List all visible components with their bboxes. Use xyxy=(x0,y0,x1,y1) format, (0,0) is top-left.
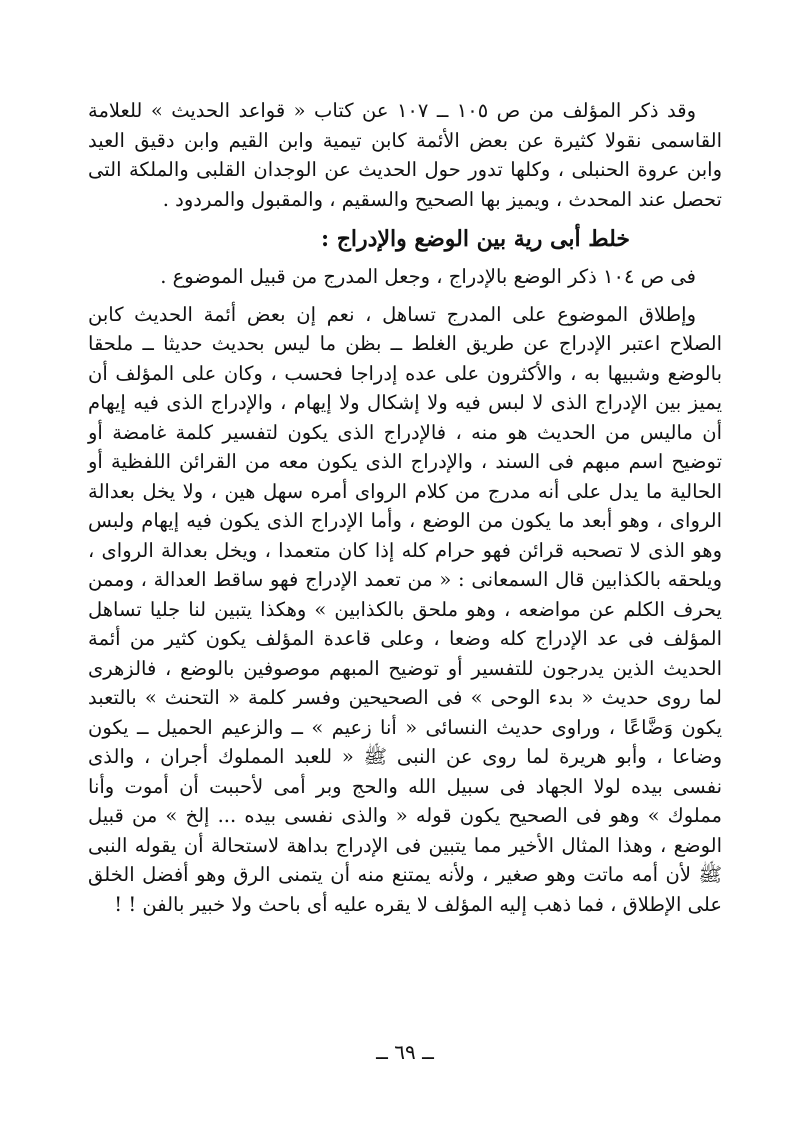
intro-paragraph: وقد ذكر المؤلف من ص ١٠٥ ــ ١٠٧ عن كتاب « قواعد الحديث » للعلامة القاسمى نقولا كثيرة عن بعض الأئمة كابن تيمية وابن القيم وابن دقيق العيد وابن عروة الحنبلى ، وكلها تدور حول الحديث عن الوجدان القلبى والملكة التى تحصل عند المحدث ، ويميز بها الصحيح والسقيم ، والمقبول والمردود . xyxy=(88,99,722,211)
page-number: ــ ٦٩ ــ xyxy=(376,1040,434,1064)
section-heading: خلط أبى رية بين الوضع والإدراج : xyxy=(320,226,630,252)
paragraph-gap xyxy=(88,292,722,300)
summary-paragraph: فى ص ١٠٤ ذكر الوضع بالإدراج ، وجعل المدرج من قبيل الموضوع . xyxy=(160,265,696,288)
body-paragraph: وإطلاق الموضوع على المدرج تساهل ، نعم إن بعض أئمة الحديث كابن الصلاح اعتبر الإدراج عن طريق الغلط ــ بظن ما ليس بحديث حديثا ــ ملحقا بالوضع وشبيها به ، والأكثرون على عده إدراجا فحسب ، وكان على المؤلف أن يميز بين الإدراج الذى لا لبس فيه ولا إشكال ولا إيهام ، والإدراج الذى فيه إيهام أن ماليس من الحديث هو منه ، فالإدراج الذى يكون لتفسير كلمة غامضة أو توضيح اسم مبهم فى السند ، والإدراج الذى يكون معه من القرائن اللفظية أو الحالية ما يدل على أنه مدرج من كلام الرواى أمره سهل هين ، ولا يخل بعدالة الرواى ، وهو أبعد ما يكون من الوضع ، وأما الإدراج الذى يكون فيه إيهام ولبس وهو الذى لا تصحبه قرائن فهو حرام كله إذا كان متعمدا ، ويخل بعدالة الرواى ، ويلحقه بالكذابين قال السمعانى : « من تعمد الإدراج فهو ساقط العدالة ، وممن يحرف الكلم عن مواضعه ، وهو ملحق بالكذابين » وهكذا يتبين لنا جليا تساهل المؤلف فى عد الإدراج كله وضعا ، وعلى قاعدة المؤلف يكون كثير من أئمة الحديث الذين يدرجون للتفسير أو توضيح المبهم موصوفين بالوضع ، فالزهرى لما روى حديث « بدء الوحى » فى الصحيحين وفسر كلمة « التحنث » بالتعبد يكون وَضَّاعًا ، وراوى حديث النسائى « أنا زعيم » ــ والزعيم الحميل ــ يكون وضاعا ، وأبو هريرة لما روى عن النبى ﷺ « للعبد المملوك أجران ، والذى نفسى بيده لولا الجهاد فى سبيل الله والحج وبر أمى لأحببت أن أموت وأنا مملوك » وهو فى الصحيح يكون قوله « والذى نفسى بيده ... إلخ » من قبيل الوضع ، وهذا المثال الأخير مما يتبين فى الإدراج بداهة لاستحالة أن يقوله النبى ﷺ لأن أمه ماتت وهو صغير ، ولأنه يمتنع منه أن يتمنى الرق وهو أفضل الخلق على الإطلاق ، فما ذهب إليه المؤلف لا يقره عليه أى باحث ولا خبير بالفن ! ! xyxy=(88,302,722,916)
page-body xyxy=(88,96,722,919)
